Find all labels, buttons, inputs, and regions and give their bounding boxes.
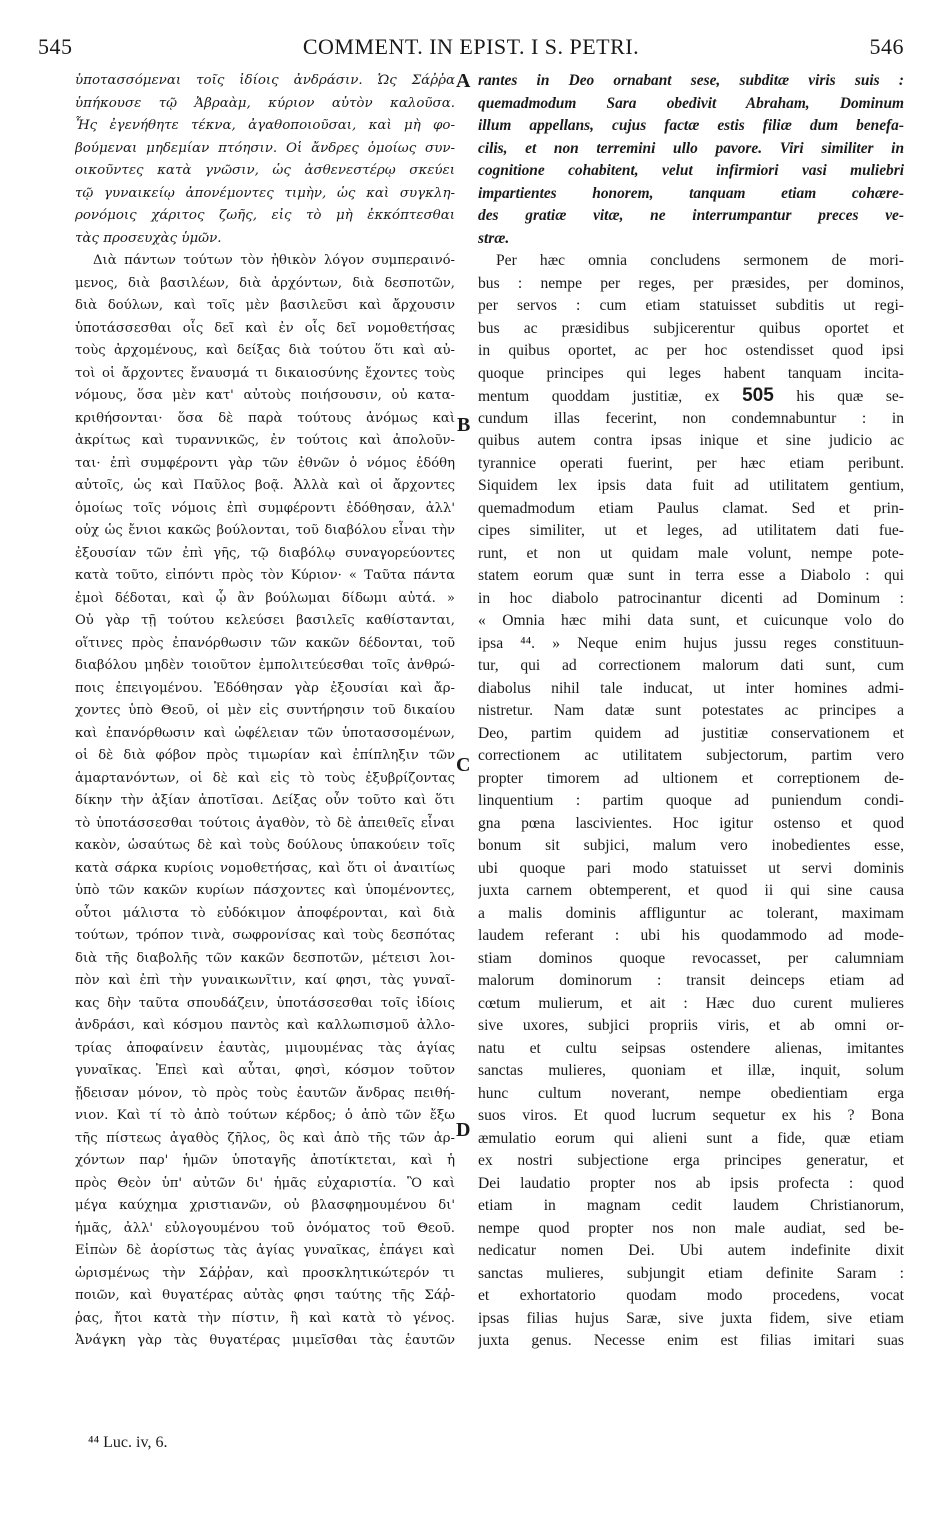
text-line: χοντες ὑπὸ Θεοῦ, οἱ μὲν εἰς συντήρησιν τοῦ δικαίου <box>75 703 455 718</box>
text-line: nedicatur nomen Dei. Ubi autem indefinite dixit <box>478 1242 904 1259</box>
page-header <box>38 34 904 64</box>
text-line: τὸ ὑποτάσσεσθαι τούτοις ἀγαθὸν, τὸ δὲ ἀπειθεῖς εἶναι <box>75 815 455 831</box>
text-line: juxta genus. Necesse enim est filias imitari suas <box>478 1332 904 1349</box>
text-line: ὡρισμένως τὴν Σάῤῥαν, καὶ προσκλητικώτερόν τι <box>75 1265 455 1281</box>
latin-scripture-lemma <box>478 70 904 250</box>
page-number-left: 545 <box>38 34 73 59</box>
page-number-right: 546 <box>869 34 904 59</box>
text-line: hunc cultum noverant, nempe obedientiam erga <box>478 1084 904 1102</box>
text-line: runt, et non ut quidam male volunt, nempe pote- <box>478 544 904 562</box>
text-line: ἀκρίτως καὶ τυραννικῶς, ἐν τούτοις καὶ ἀπολοῦν- <box>75 433 455 448</box>
text-line: νιον. Καὶ τί τὸ ἀπὸ τούτων κέρδος; ὁ ἀπὸ τῶν ἔξω <box>75 1108 455 1123</box>
text-line: γυναῖκας. Ἐπεὶ καὶ αὗται, φησὶ, κόσμον τοῦτον <box>75 1063 455 1078</box>
text-line: ἀνδράσι, καὶ κόσμου παντὸς καὶ καλλωπισμοῦ ἀλλο- <box>75 1018 455 1033</box>
text-line: « Omnia hæc mihi data sunt, et cuicunque volo do <box>478 612 904 629</box>
text-line: Dei laudatio propter nos ab ipsis profecta : quod <box>478 1174 904 1192</box>
text-line: cilis, et non terremini ullo pavore. Viri similiter in <box>478 139 904 157</box>
text-line: ποιῶν, καὶ θυγατέρας αὐτὰς φησι ταύτης τῆς Σάῤ- <box>75 1288 455 1303</box>
text-line: ρονόμοις χάριτος ζωῆς, εἰς τὸ μὴ ἐκκόπτεσθαι <box>75 208 455 223</box>
text-line: linquentium : partim quoque ad puniendum condi- <box>478 792 904 809</box>
text-line: ὑπὸ τῶν κακῶν κυρίων πάσχοντες καὶ ὑπομένοντες, <box>75 883 455 898</box>
text-line: πὸν καὶ ἐπὶ τὴν γυναικωνῖτιν, καί φησι, τὰς γυναῖ- <box>75 973 455 988</box>
text-line: bus : nempe per reges, per præsides, per dominos, <box>478 274 904 292</box>
text-line: statem eorum quæ sunt in terra esse a Diabolo : qui <box>478 567 904 584</box>
text-line: ῥας, ἤτοι κατὰ τὴν πίστιν, ἢ καὶ κατὰ τὸ γένος. <box>75 1310 455 1326</box>
text-line: illum appellans, cujus factæ estis filiæ dum benefa- <box>478 117 904 134</box>
text-line: Siquidem lex ipsis data fuit ad utilitatem gentium, <box>478 477 904 494</box>
text-line: τοὺς ἀρχομένους, καὶ δείξας διὰ τούτου ὅτι καὶ αὐ- <box>75 343 455 358</box>
text-line: quemadmodum Sara obedivit Abraham, Dominum <box>478 94 904 112</box>
text-line: ipsas filias hujus Saræ, sive juxta fidem, sive etiam <box>478 1309 904 1327</box>
text-line: μέγα καύχημα χριστιανῶν, οὐ βλασφημουμένου δι' <box>75 1198 455 1213</box>
text-line: des gratiæ vitæ, ne interrumpantur preces ve- <box>478 207 904 224</box>
text-line: quibus autem contra ipsas inique et sine judicio ac <box>478 432 904 449</box>
text-line: malorum dominorum : transit deinceps etiam ad <box>478 972 904 989</box>
text-line: ᾔδεισαν μόνον, τὸ πρὸς τοὺς ἑαυτῶν ἄνδρας πειθή- <box>75 1085 455 1101</box>
text-line: βούμεναι μηδεμίαν πτόησιν. Οἱ ἄνδρες ὁμοίως συν- <box>75 140 455 156</box>
text-line: κακὸν, ὡσαύτως δὲ καὶ τοὺς δούλους ὑπακούειν τοῖς <box>75 838 455 853</box>
text-line: οὐχ ὡς ἔνιοι κακῶς βούλονται, τοῦ διαβόλου εἶναι τὴν <box>75 523 455 538</box>
text-line: diabolus nihil tale inducat, ut inter homines admi- <box>478 679 904 697</box>
text-line: juxta carnem obtemperent, et quod ii qui sine causa <box>478 882 904 899</box>
text-line: τρίας ἀποφαίνειν ἑαυτὰς, μιμουμένας τὰς ἁγίας <box>75 1040 455 1056</box>
text-line: etiam in magnam cedit laudem Christianorum, <box>478 1197 904 1214</box>
text-line: μενος, διὰ βασιλέων, διὰ ἀρχόντων, διὰ δεσποτῶν, <box>75 275 455 291</box>
text-line: κριθήσονται· ὅσα δὲ παρὰ τούτους ἀνόμως καὶ <box>75 410 455 426</box>
latin-line-with-page-ref: mentum quoddam justitiæ, ex 505 his quæ se- <box>478 385 904 406</box>
text-line: κατὰ τοῦτο, εἰπόντι πρὸς τὸν Κύριον· « Ταῦτα πάντα <box>75 568 455 583</box>
text-line: cipes similiter, ut et leges, ad utilitatem dati fue- <box>478 522 904 539</box>
text-line: Εἰπὼν δὲ ἀορίστως τὰς ἁγίας γυναῖκας, ἐπάγει καὶ <box>75 1243 455 1258</box>
text-line: τῆς πίστεως ἀγαθὸς ζῆλος, ὃς καὶ ἀπὸ τῆς τῶν ἀρ- <box>75 1130 455 1146</box>
text-line: cognitione cohabitent, velut infirmiori vasi muliebri <box>478 162 904 179</box>
text-line: δίκην τὴν ἀξίαν ἀποτῖσαι. Δείξας οὖν τοῦτο καὶ ὅτι <box>75 793 455 808</box>
text-line: cundum illas fecerint, non condemnabuntur : in <box>478 409 904 427</box>
text-line: tur, qui ad correctionem malorum dati sunt, cum <box>478 657 904 674</box>
text-line: impartientes honorem, tanquam etiam cohære- <box>478 184 904 202</box>
greek-column <box>75 70 455 1353</box>
text-line: stræ. <box>478 229 510 247</box>
text-line: laudem referant : ubi his quodammodo ad mode- <box>478 927 904 944</box>
text-line: οἱ δὲ διὰ φόβον πρὸς τιμωρίαν καὶ ἐπίπληξιν τῶν <box>75 748 455 763</box>
text-line: tyrannice operati fuerint, per hæc etiam peribunt. <box>478 454 904 472</box>
text-line: nempe quod propter nos non male audiat, sed be- <box>478 1219 904 1237</box>
text-line: τὰς προσευχὰς ὑμῶν. <box>75 230 222 246</box>
greek-scripture-lemma <box>75 70 455 250</box>
text-line: ὑπήκουσε τῷ Ἀβραὰμ, κύριον αὐτὸν καλοῦσα. <box>75 95 455 111</box>
text-line: in quibus oportet, ac per hoc ostendisset quod ipsi <box>478 342 904 359</box>
text-line: ipsa ⁴⁴. » Neque enim hujus jussu reges constituun- <box>478 634 904 652</box>
text-line: æmulatio eorum qui alieni sunt a fide, quæ etiam <box>478 1129 904 1147</box>
text-line: a malis dominis affliguntur ac tolerant, maximam <box>478 904 904 922</box>
text-line: πρὸς Θεὸν ὑπ' αὐτῶν δι' ἡμᾶς εὐχαριστία. Ὃ καὶ <box>75 1175 455 1191</box>
text-line: rantes in Deo ornabant sese, subditæ viris suis : <box>478 72 904 89</box>
running-title: COMMENT. IN EPIST. I S. PETRI. <box>302 34 640 59</box>
text-line: τῷ γυναικείῳ ἀπονέμοντες τιμὴν, ὡς καὶ συγκλη- <box>75 185 455 201</box>
text-line: propter timorem ad ultionem et correptionem de- <box>478 769 904 787</box>
text-line: νόμους, ὅσα μὲν κατ' αὐτοὺς ποιήσουσιν, οὐ κατα- <box>75 388 455 403</box>
text-line: ἐξουσίαν τῶν ἐπὶ γῆς, τῷ διαβόλῳ συναγορεύοντες <box>75 545 455 561</box>
text-line: suos viros. Et quod lucrum sequetur ex his ? Bona <box>478 1107 904 1124</box>
migne-column-number: 505 <box>742 385 774 406</box>
text-line: bonum sit subjici, malum vero inobedientes esse, <box>478 837 904 854</box>
text-line: ται· ἐπὶ συμφέροντι γὰρ τῶν ἐθνῶν ὁ νόμος ἐδόθη <box>75 455 455 471</box>
text-line: ὑποτάσσεσθαι οἷς δεῖ καὶ ἐν οἷς δεῖ νομοθετήσας <box>75 320 455 336</box>
text-line: ἡμᾶς, ἀλλ' εὐλογουμένου τοῦ ὀνόματος τοῦ Θεοῦ. <box>75 1220 455 1236</box>
text-line: τούτων, τρόπον τινὰ, σωφρονίσας καὶ τοὺς δεσπότας <box>75 928 455 943</box>
text-line: Οὐ γὰρ τῇ τούτου κελεύσει βασιλεῖς καθίστανται, <box>75 613 455 628</box>
text-line: ἁμαρτανόντων, οἱ δὲ καὶ εἰς τὸ τοὺς ἐξυβρίζοντας <box>75 770 455 786</box>
greek-commentary <box>75 250 455 1353</box>
text-line: Ἀνάγκη γὰρ τὰς θυγατέρας μιμεῖσθαι τὰς ἑαυτῶν <box>75 1333 455 1348</box>
text-line: διαβόλου μηδὲν τοιοῦτον ἐμπολιτεύεσθαι τοῖς ἀνθρώ- <box>75 658 455 673</box>
margin-marker-a: A <box>456 70 471 92</box>
text-line: cœtum mulierum, et ait : Hæc duo curent mulieres <box>478 994 904 1012</box>
text-line: κατὰ σάρκα κυρίοις νομοθετήσας, καὶ ὅτι οἱ ἀναιτίως <box>75 860 455 876</box>
text-line: gna pœna lascivientes. Hoc igitur ostenso et quod <box>478 814 904 832</box>
text-line: Per hæc omnia concludens sermonem de mori- <box>496 252 904 269</box>
text-line: quemadmodum etiam Paulus clamat. Sed et prin- <box>478 499 904 517</box>
text-line: Deo, partim quidem ad justitiæ conservationem et <box>478 724 904 742</box>
text-line: per servos : cum etiam statuisset subditis ut regi- <box>478 297 904 314</box>
text-line: διὰ τῆς διαβολῆς τῶν κακῶν δεσποτῶν, μέτεισι λοι- <box>75 950 455 966</box>
text-line: et exhortatorio quodam modo procedens, vocat <box>478 1287 904 1304</box>
text-line: sanctas mulieres, subjungit etiam definite Saram : <box>478 1264 904 1282</box>
latin-column <box>478 70 904 1353</box>
text-line: οικοῦντες κατὰ γνῶσιν, ὡς ἀσθενεστέρῳ σκεύει <box>75 163 455 178</box>
text-line: correctionem ac utilitatem subjectorum, partim vero <box>478 747 904 764</box>
text-line: ὁμοίως τοῖς νόμοις ἐπὶ συμφέροντι ἐδόθησαν, ἀλλ' <box>75 500 455 516</box>
text-line: ἐμοὶ δέδοται, καὶ ᾧ ἂν βούλωμαι δίδωμι αὐτά. » <box>75 590 455 606</box>
text-line: ποις ἐπειγομένου. Ἐδόθησαν γὰρ ἐξουσίαι καὶ ἄρ- <box>75 680 455 696</box>
text-line: κας δὴν ταῦτα σπουδάζειν, ὑποτάσσεσθαι τοῖς ἰδίοις <box>75 995 455 1011</box>
text-line: τοὶ οἱ ἄρχοντες ἔναυσμά τι δικαιοσύνης ἔχοντες τοὺς <box>75 365 455 381</box>
text-line: in hoc diabolo patrocinantur dicenti ad Dominum : <box>478 589 904 607</box>
margin-marker-b: B <box>457 414 471 436</box>
text-line: Διὰ πάντων τούτων τὸν ἠθικὸν λόγον συμπεραινό- <box>93 253 455 268</box>
text-line: natu et cultu seipsas ostendere alienas, imitantes <box>478 1039 904 1057</box>
margin-marker-d: D <box>456 1119 471 1141</box>
text-line: stiam dominos quoque revocasset, per calumniam <box>478 949 904 967</box>
text-line: οἵτινες πρὸς ἐπανόρθωσιν τῶν κακῶν δέδονται, τοῦ <box>75 635 455 651</box>
text-line: χόντων παρ' ἡμῶν ὑποταγῆς ἀποτίκτεται, καὶ ἡ <box>75 1153 455 1168</box>
footnote: ⁴⁴ Luc. iv, 6. <box>88 1434 168 1451</box>
text-line: nistretur. Nam datæ sunt potestates ac principes a <box>478 702 904 719</box>
text-line: ubi quoque pari modo statuisset ut servi dominis <box>478 859 904 877</box>
text-line: ὑποτασσόμεναι τοῖς ἰδίοις ἀνδράσιν. Ὡς Σάῤῥα <box>75 73 455 88</box>
text-line: bus ac præsidibus subjicerentur quibus oportet et <box>478 319 904 337</box>
text-line: sanctas mulieres, quoniam et illæ, inquit, solum <box>478 1062 904 1079</box>
text-line: καὶ ἐπανόρθωσιν καὶ ὠφέλειαν τῶν ὑποτασσομένων, <box>75 725 455 741</box>
text-line: ex nostri subjectione erga principes generatur, et <box>478 1152 904 1169</box>
text-line: sive uxores, subjici propriis viris, et ab omni or- <box>478 1017 904 1034</box>
text-line: Ἧς ἐγενήθητε τέκνα, ἀγαθοποιοῦσαι, καὶ μὴ φο- <box>75 118 455 133</box>
text-line: οὗτοι μάλιστα τὸ εὐδόκιμον ἀποφέρονται, καὶ διὰ <box>75 905 455 921</box>
margin-marker-c: C <box>456 754 471 776</box>
text-line: αὐτοῖς, ὡς καὶ Παῦλος βοᾷ. Ἀλλὰ καὶ οἱ ἄρχοντες <box>75 478 455 493</box>
latin-commentary <box>478 250 904 1353</box>
text-line: διὰ δούλων, καὶ τοῖς μὲν βασιλεῦσι καὶ ἄρχουσιν <box>75 298 455 313</box>
text-line: quoque principes qui leges habent tanquam incita- <box>478 364 904 382</box>
